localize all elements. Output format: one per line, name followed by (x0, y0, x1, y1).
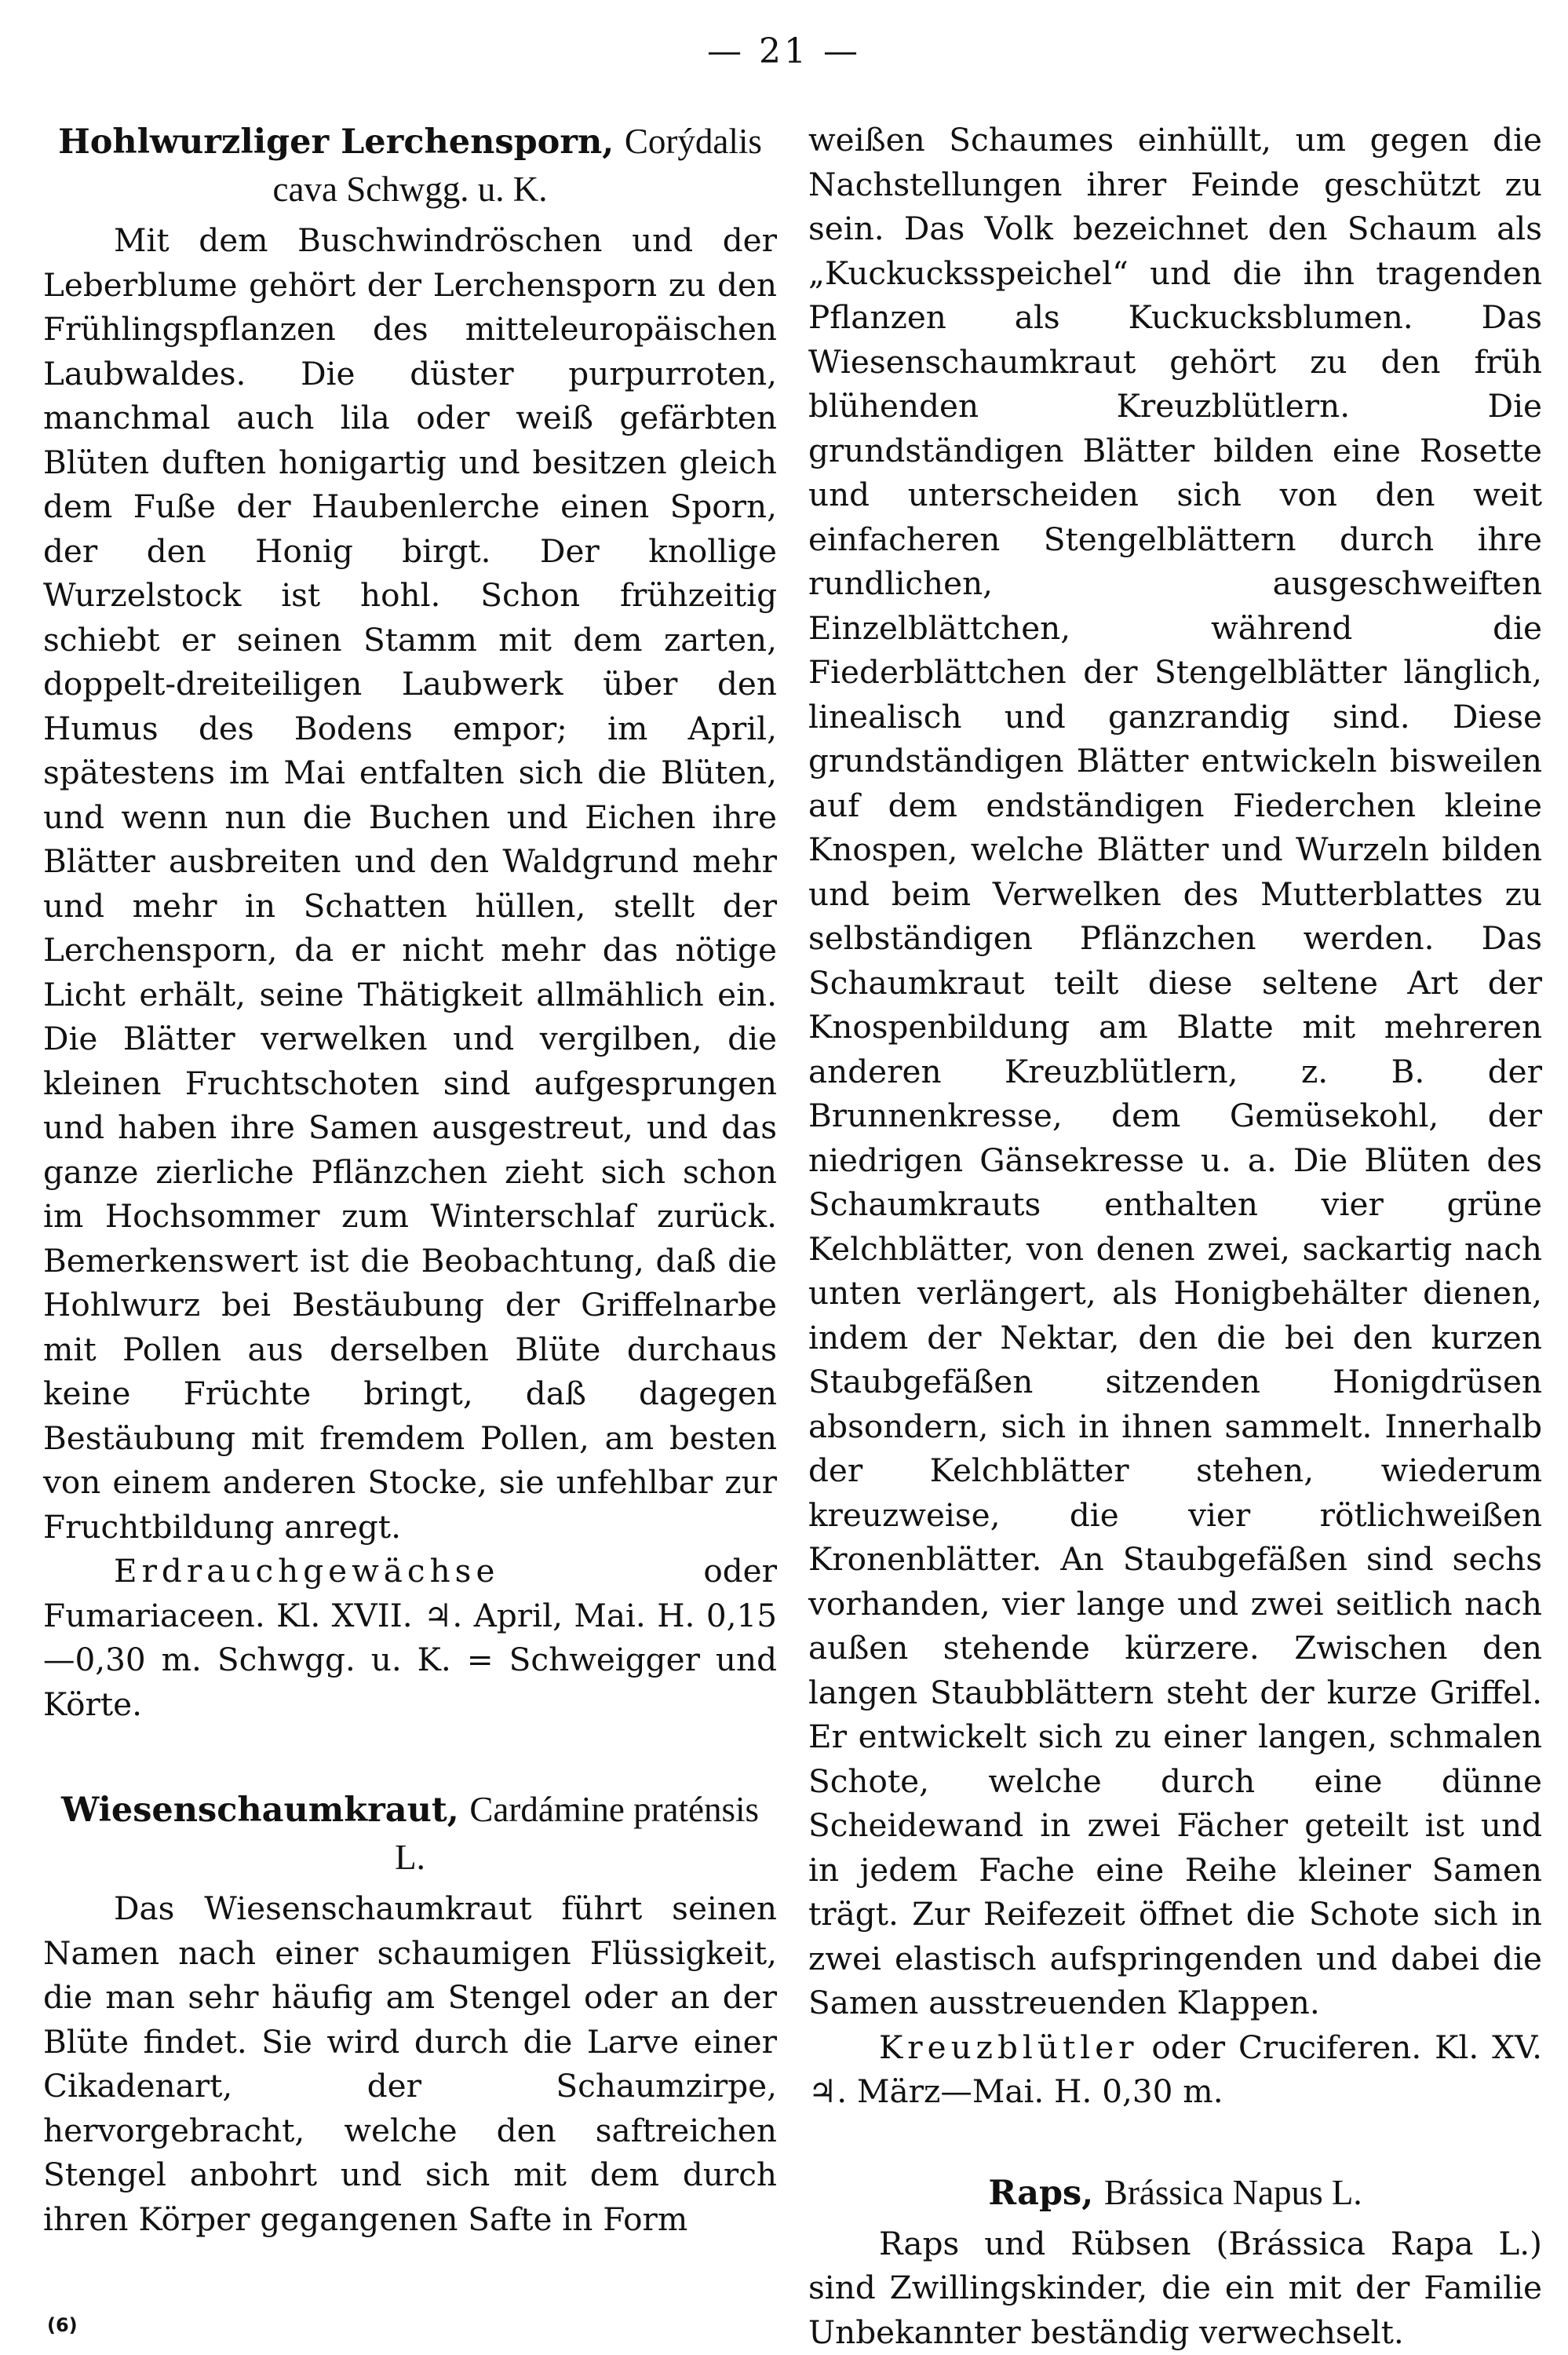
entry-heading-lerchensporn (43, 118, 777, 214)
entry-body-raps: Raps und Rübsen (Brássica Rapa L.) sind Zwillingskinder, die ein mit der Familie Unbekannter beständig verwechselt. (808, 2224, 1542, 2351)
entry-name: Raps, (988, 2173, 1094, 2213)
classification-details: oder Fumariaceen. Kl. XVII. ♃. April, Mai. H. 0,15—0,30 m. Schwgg. u. K. = Schweigger und Körte. (43, 1552, 777, 1723)
entry-latin-name: Corýdalis cava Schwgg. u. K. (272, 122, 762, 209)
entry-latin-name: Cardámine praténsis L. (395, 1790, 760, 1877)
family-name: Erdrauchgewächse (114, 1552, 500, 1590)
entry-name: Hohlwurzliger Lerchensporn, (58, 122, 614, 162)
entry-heading-wiesenschaumkraut (43, 1786, 777, 1882)
entry-heading-raps (808, 2169, 1542, 2217)
classification-details: oder Cruciferen. Kl. XV. ♃. März—Mai. H. 0,30 m. (808, 2028, 1542, 2110)
section-gap (43, 1726, 777, 1786)
entry-body-lerchensporn: Mit dem Buschwindröschen und der Leberblume gehört der Lerchensporn zu den Frühlingspflanzen des mitteleuropäischen Laubwaldes. Die düster purpurroten, manchmal auch lila oder weiß gefärbten Blüten duften honigartig und besitzen gleich dem Fuße der Haubenlerche einen Sporn, der den Honig birgt. Der knollige Wurzelstock ist hohl. Schon frühzeitig schiebt er seinen Stamm mit dem zarten, doppelt-dreiteiligen Laubwerk über den Humus des Bodens empor; im April, spätestens im Mai entfalten sich die Blüten, und wenn nun die Buchen und Eichen ihre Blätter ausbreiten und den Waldgrund mehr und mehr in Schatten hüllen, stellt der Lerchensporn, da er nicht mehr das nötige Licht erhält, seine Thätigkeit allmählich ein. Die Blätter verwelken und vergilben, die kleinen Fruchtschoten sind aufgesprungen und haben ihre Samen ausgestreut, und das ganze zierliche Pflänzchen zieht sich schon im Hochsommer zum Winterschlaf zurück. Bemerkenswert ist die Beobachtung, daß die Hohlwurz bei Bestäubung der Griffelnarbe mit Pollen aus derselben Blüte durchaus keine Früchte bringt, daß dagegen Bestäubung mit fremdem Pollen, am besten von einem anderen Stocke, sie unfehlbar zur Fruchtbildung anregt. (43, 221, 777, 1546)
page-number: — 21 — (707, 31, 861, 71)
entry-latin-name: Brássica Napus L. (1103, 2172, 1362, 2212)
sheet-signature-mark: (6) (47, 2314, 78, 2336)
entry-name: Wiesenschaumkraut, (60, 1791, 459, 1830)
family-name: Kreuzblütler (879, 2028, 1139, 2066)
section-gap (808, 2114, 1542, 2169)
left-column (43, 118, 777, 2241)
entry-body-wiesenschaumkraut: Das Wiesenschaumkraut führt seinen Namen nach einer schaumigen Flüssigkeit, die man sehr häufig am Stengel oder an der Blüte findet. Sie wird durch die Larve einer Cikadenart, der Schaumzirpe, hervorgebracht, welche den saftreichen Stengel anbohrt und sich mit dem durch ihren Körper gegangenen Safte in Form (43, 1889, 777, 2238)
classification-lerchensporn (43, 1549, 777, 1726)
right-column (808, 118, 1542, 2354)
entry-body-wiesenschaumkraut-continued: weißen Schaumes einhüllt, um gegen die Nachstellungen ihrer Feinde geschützt zu sein. Das Volk bezeichnet den Schaum als „Kuckucksspeichel“ und die ihn tragenden Pflanzen als Kuckucksblumen. Das Wiesenschaumkraut gehört zu den früh blühenden Kreuzblütlern. Die grundständigen Blätter bilden eine Rosette und unterscheiden sich von den weit einfacheren Stengelblättern durch ihre rundlichen, ausgeschweiften Einzelblättchen, während die Fiederblättchen der Stengelblätter länglich, linealisch und ganzrandig sind. Diese grundständigen Blätter entwickeln bisweilen auf dem endständigen Fiederchen kleine Knospen, welche Blätter und Wurzeln bilden und beim Verwelken des Mutterblattes zu selbständigen Pflänzchen werden. Das Schaumkraut teilt diese seltene Art der Knospenbildung am Blatte mit mehreren anderen Kreuzblütlern, z. B. der Brunnenkresse, dem Gemüsekohl, der niedrigen Gänsekresse u. a. Die Blüten des Schaumkrauts enthalten vier grüne Kelchblätter, von denen zwei, sackartig nach unten verlängert, als Honigbehälter dienen, indem der Nektar, den die bei den kurzen Staubgefäßen sitzenden Honigdrüsen absondern, sich in ihnen sammelt. Innerhalb der Kelchblätter stehen, wiederum kreuzweise, die vier rötlichweißen Kronenblätter. An Staubgefäßen sind sechs vorhanden, vier lange und zwei seitlich nach außen stehende kürzere. Zwischen den langen Staubblättern steht der kurze Griffel. Er entwickelt sich zu einer langen, schmalen Schote, welche durch eine dünne Scheidewand in zwei Fächer geteilt ist und in jedem Fache eine Reihe kleiner Samen trägt. Zur Reifezeit öffnet die Schote sich in zwei elastisch aufspringenden und dabei die Samen ausstreuenden Klappen. (808, 121, 1542, 2021)
classification-wiesenschaumkraut (808, 2025, 1542, 2114)
